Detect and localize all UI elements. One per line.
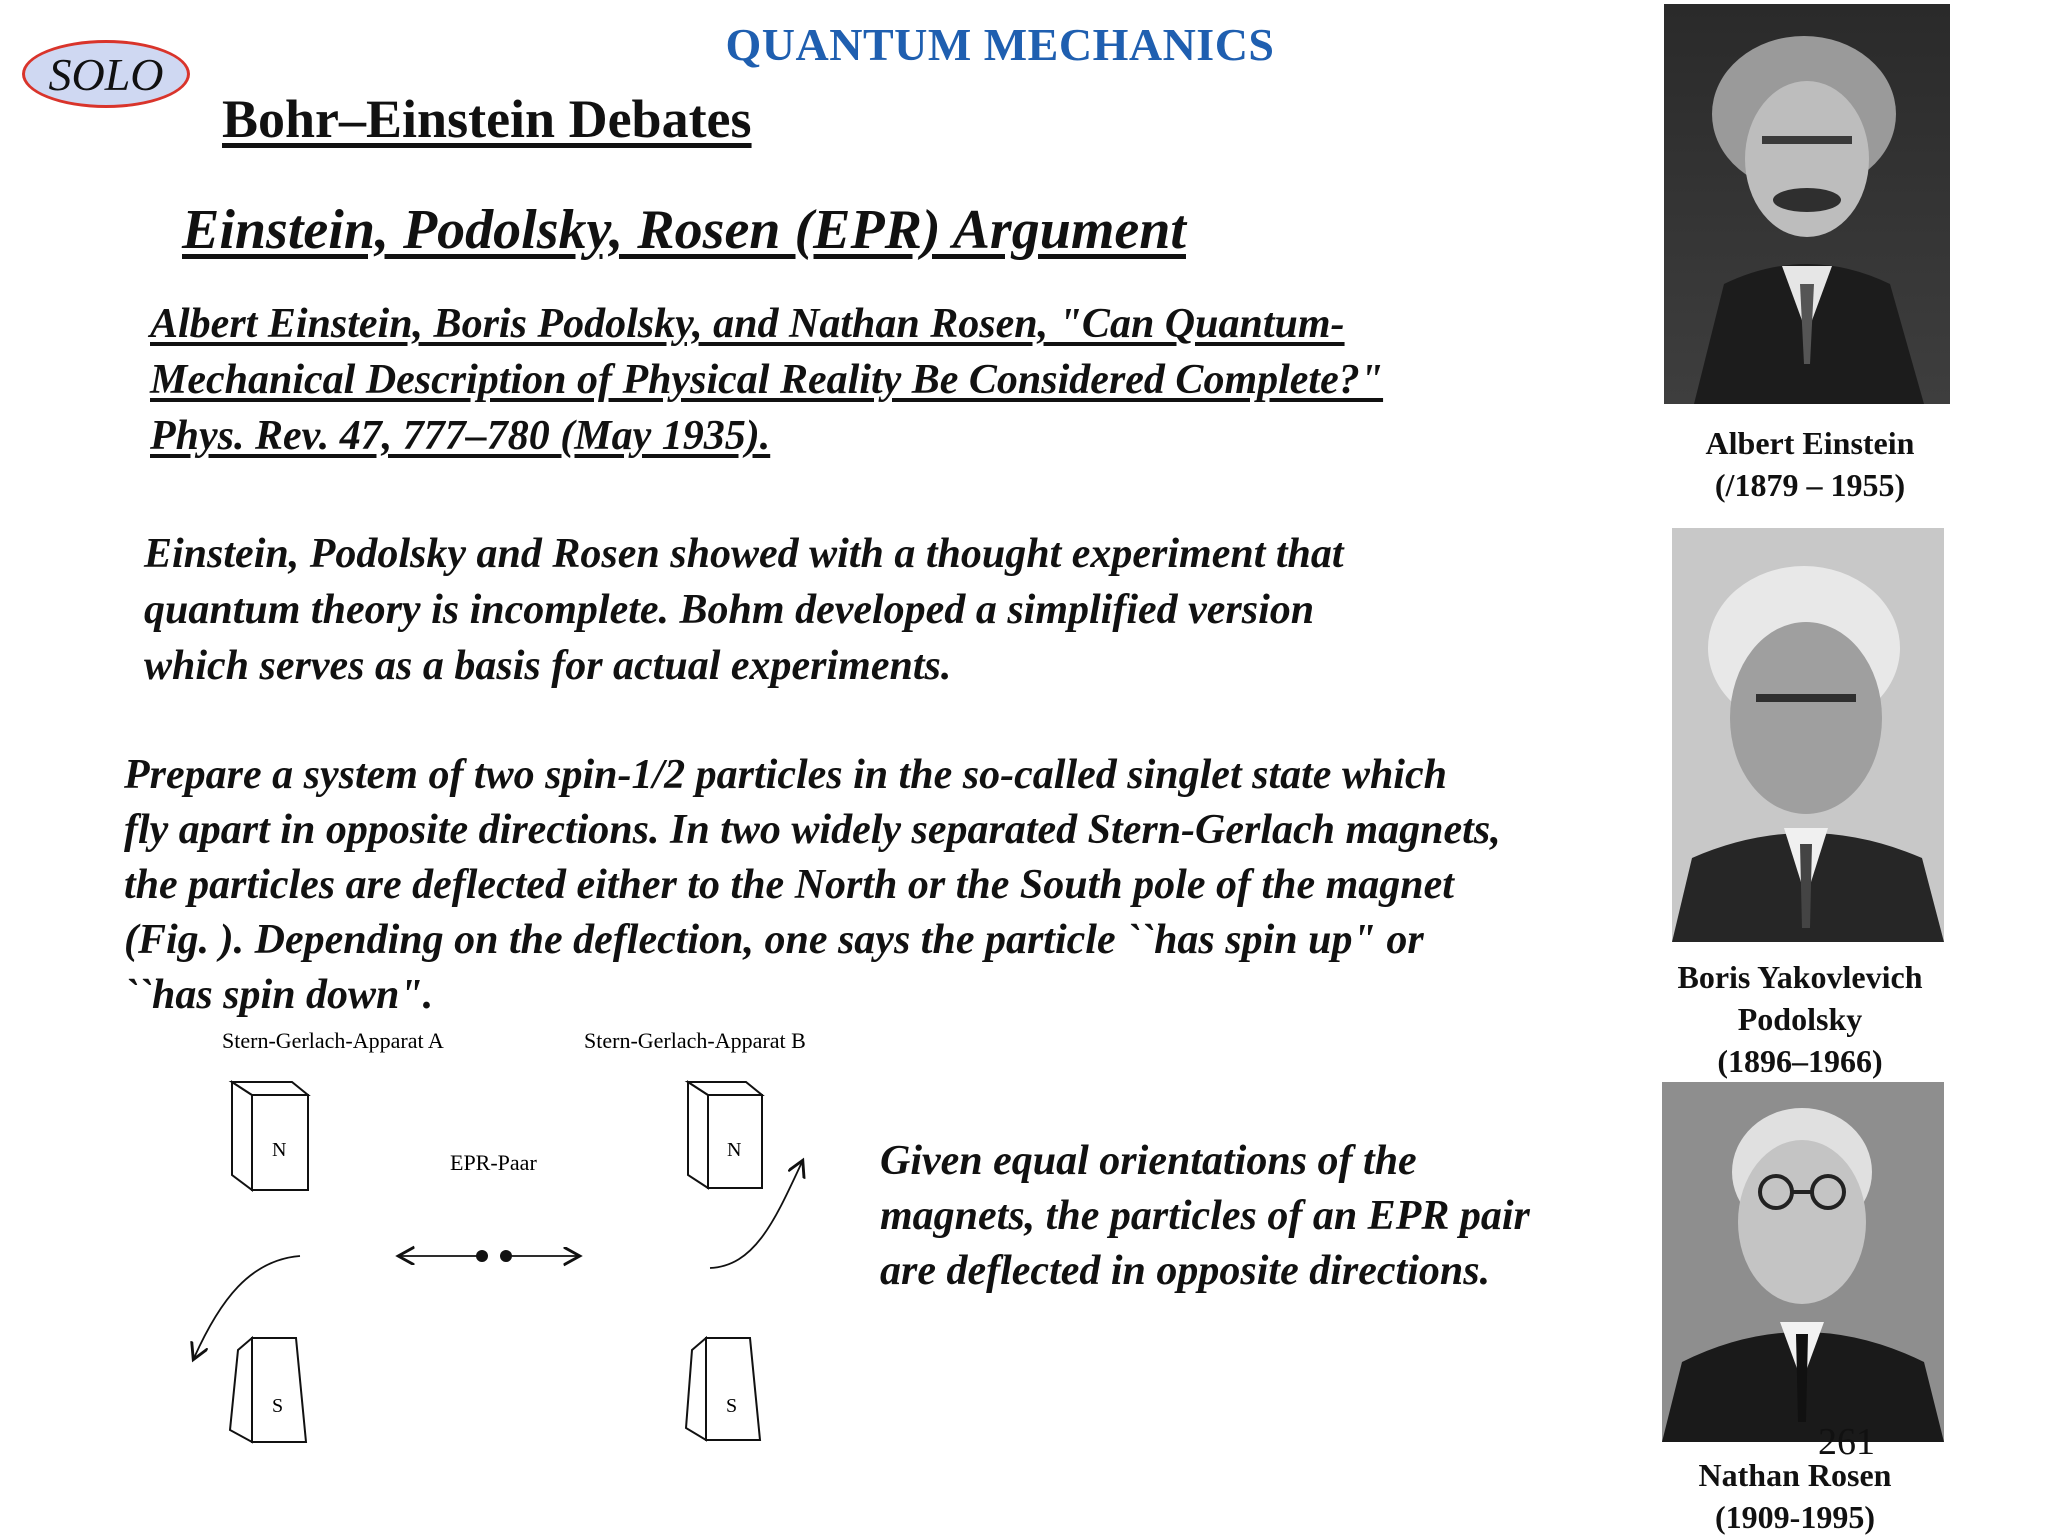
paragraph-line: Prepare a system of two spin-1/2 particles in the so-called singlet state which [124,752,1447,798]
apparatus-b-label: Stern-Gerlach-Apparat B [584,1028,806,1053]
paragraph-line: are deflected in opposite directions. [880,1248,1491,1294]
podolsky-photo [1672,528,1944,942]
citation-line: Phys. Rev. 47, 777–780 (May 1935). [150,413,771,459]
paragraph-epr-summary [144,526,1624,694]
caption-podolsky [1650,956,1950,1082]
page-title: QUANTUM MECHANICS [725,19,1275,70]
north-pole-label: N [727,1139,742,1161]
stern-gerlach-figure [180,1020,880,1460]
paragraph-line: the particles are deflected either to the North or the South pole of the magnet [124,862,1454,908]
caption-name: Podolsky [1737,1001,1863,1037]
paragraph-line: quantum theory is incomplete. Bohm developed a simplified version [144,587,1315,633]
caption-rosen [1650,1454,1940,1538]
rosen-photo [1662,1082,1944,1442]
citation [150,296,1550,464]
paragraph-line: Einstein, Podolsky and Rosen showed with a thought experiment that [144,531,1344,577]
subheading: Einstein, Podolsky, Rosen (EPR) Argument [182,199,1186,261]
citation-line: Albert Einstein, Boris Podolsky, and Nathan Rosen, "Can Quantum- [150,301,1345,347]
paragraph-line: fly apart in opposite directions. In two widely separated Stern-Gerlach magnets, [124,807,1501,853]
caption-name: Albert Einstein [1705,425,1915,461]
south-pole-label: S [726,1395,738,1417]
section-heading: Bohr–Einstein Debates [222,89,752,149]
apparatus-a-label: Stern-Gerlach-Apparat A [222,1028,444,1053]
paragraph-line: magnets, the particles of an EPR pair [880,1193,1530,1239]
solo-badge-label: SOLO [48,48,164,100]
portrait-einstein [1664,4,1950,404]
paragraph-deflection [880,1134,1640,1299]
paragraph-line: (Fig. ). Depending on the deflection, one says the particle ``has spin up" or [124,917,1424,963]
caption-name: Boris Yakovlevich [1677,959,1923,995]
caption-einstein [1650,422,1970,506]
south-pole-label: S [272,1395,284,1417]
paragraph-line: Given equal orientations of the [880,1138,1417,1184]
caption-years: (1909-1995) [1715,1499,1875,1535]
epr-pair-label: EPR-Paar [450,1150,537,1175]
north-pole-label: N [272,1139,287,1161]
epr-pair [400,1250,578,1262]
portrait-podolsky [1672,528,1944,942]
einstein-photo [1664,4,1950,404]
magnet-b-south [686,1338,760,1440]
magnet-a-south [230,1338,306,1442]
solo-badge [22,40,190,108]
magnet-b-north [688,1082,762,1188]
caption-years: (1896–1966) [1717,1043,1883,1079]
paragraph-experiment [124,748,1644,1023]
caption-years: (/1879 – 1955) [1714,467,1906,503]
stern-gerlach-diagram [180,1020,880,1460]
paragraph-line: ``has spin down". [124,972,434,1018]
caption-name: Nathan Rosen [1698,1457,1892,1493]
magnet-a-north [232,1082,308,1190]
page-number: 261 [1818,1421,1875,1463]
paragraph-line: which serves as a basis for actual experiments. [144,643,952,689]
citation-line: Mechanical Description of Physical Reality Be Considered Complete?" [150,357,1384,403]
portrait-rosen [1662,1082,1944,1442]
